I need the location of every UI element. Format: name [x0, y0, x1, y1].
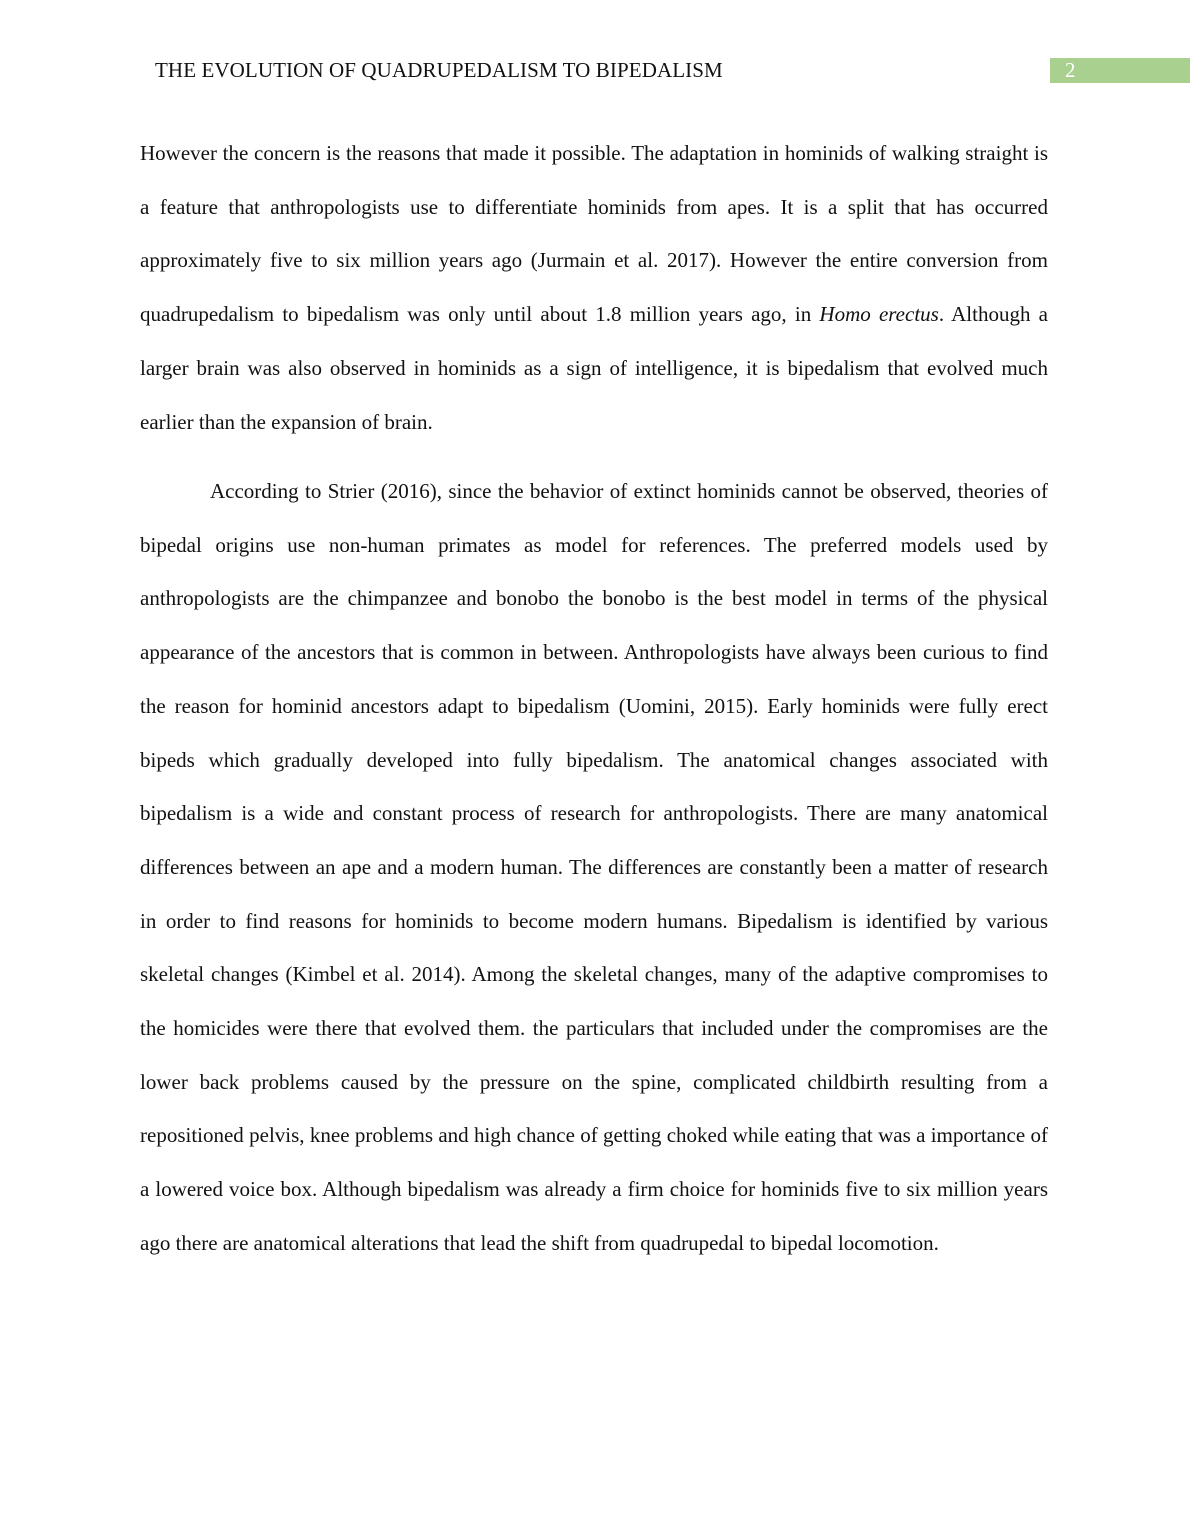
paragraph-1-text-end: . Although a larger brain was also observed in hominids as a sign of intelligence, it is bipedalism that evolved much earlier than the expansion of brain.	[140, 302, 1048, 434]
paragraph-1-text-start: However the concern is the reasons that made it possible. The adaptation in hominids of walking straight is a feature that anthropologists use to differentiate hominids from apes. It is a split that has occurred approximately five to six million years ago (Jurmain et al. 2017). However the entire conversion from quadrupedalism to bipedalism was only until about 1.8 million years ago, in	[140, 141, 1048, 327]
paragraph-1	[140, 127, 1048, 449]
page-number: 2	[1050, 58, 1190, 83]
paragraph-2: According to Strier (2016), since the behavior of extinct hominids cannot be observed, theories of bipedal origins use non-human primates as model for references. The preferred models used by anthropologists are the chimpanzee and bonobo the bonobo is the best model in terms of the physical appearance of the ancestors that is common in between. Anthropologists have always been curious to find the reason for hominid ancestors adapt to bipedalism (Uomini, 2015). Early hominids were fully erect bipeds which gradually developed into fully bipedalism. The anatomical changes associated with bipedalism is a wide and constant process of research for anthropologists. There are many anatomical differences between an ape and a modern human. The differences are constantly been a matter of research in order to find reasons for hominids to become modern humans. Bipedalism is identified by various skeletal changes (Kimbel et al. 2014). Among the skeletal changes, many of the adaptive compromises to the homicides were there that evolved them. the particulars that included under the compromises are the lower back problems caused by the pressure on the spine, complicated childbirth resulting from a repositioned pelvis, knee problems and high chance of getting choked while eating that was a importance of a lowered voice box. Although bipedalism was already a firm choice for hominids five to six million years ago there are anatomical alterations that lead the shift from quadrupedal to bipedal locomotion.	[140, 479, 1048, 1255]
species-name-italic: Homo erectus	[819, 302, 939, 327]
running-head: THE EVOLUTION OF QUADRUPEDALISM TO BIPEDALISM	[155, 58, 723, 82]
